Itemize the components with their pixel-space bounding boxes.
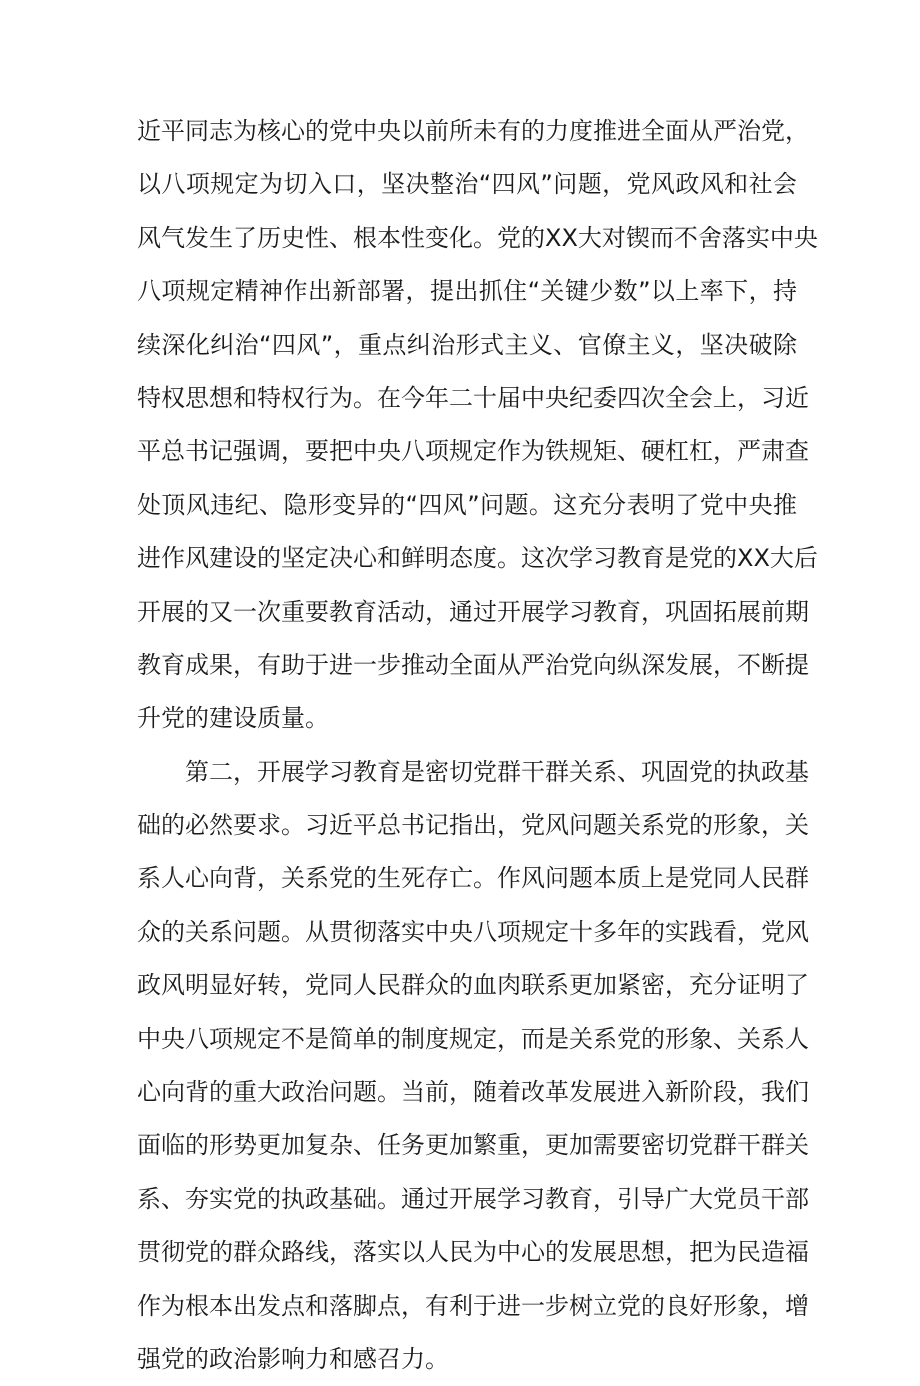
document-body [137, 105, 818, 1386]
text-line: 系、夯实党的执政基础。通过开展学习教育，引导广大党员干部 [137, 1184, 809, 1213]
text-line: 面临的形势更加复杂、任务更加繁重，更加需要密切党群干群关 [137, 1131, 809, 1160]
text-line: 八项规定精神作出新部署，提出抓住“关键少数”以上率下，持 [137, 277, 797, 306]
text-line: 风气发生了历史性、根本性变化。党的XX大对锲而不舍落实中央 [137, 223, 818, 252]
text-line: 础的必然要求。习近平总书记指出，党风问题关系党的形象，关 [137, 811, 809, 840]
paragraph-continuation [137, 105, 818, 746]
text-line: 中央八项规定不是简单的制度规定，而是关系党的形象、关系人 [137, 1024, 809, 1053]
text-line: 贯彻党的群众路线，落实以人民为中心的发展思想，把为民造福 [137, 1238, 809, 1267]
text-line-last: 升党的建设质量。 [137, 704, 329, 733]
text-line: 系人心向背，关系党的生死存亡。作风问题本质上是党同人民群 [137, 864, 809, 893]
text-line: 心向背的重大政治问题。当前，随着改革发展进入新阶段，我们 [137, 1078, 809, 1107]
text-line: 作为根本出发点和落脚点，有利于进一步树立党的良好形象，增 [137, 1291, 809, 1320]
text-line: 进作风建设的坚定决心和鲜明态度。这次学习教育是党的XX大后 [137, 544, 818, 573]
text-line-last: 强党的政治影响力和感召力。 [137, 1344, 449, 1373]
text-line: 处顶风违纪、隐形变异的“四风”问题。这充分表明了党中央推 [137, 490, 797, 519]
text-line: 开展的又一次重要教育活动，通过开展学习教育，巩固拓展前期 [137, 597, 809, 626]
text-line: 续深化纠治“四风”，重点纠治形式主义、官僚主义，坚决破除 [137, 330, 797, 359]
paragraph-point-two [137, 746, 809, 1386]
text-line: 教育成果，有助于进一步推动全面从严治党向纵深发展，不断提 [137, 650, 809, 679]
text-line: 众的关系问题。从贯彻落实中央八项规定十多年的实践看，党风 [137, 917, 809, 946]
text-line: 以八项规定为切入口，坚决整治“四风”问题，党风政风和社会 [137, 170, 797, 199]
text-line: 政风明显好转，党同人民群众的血肉联系更加紧密，充分证明了 [137, 971, 809, 1000]
text-line: 平总书记强调，要把中央八项规定作为铁规矩、硬杠杠，严肃查 [137, 437, 809, 466]
text-line-first: 第二，开展学习教育是密切党群干群关系、巩固党的执政基 [185, 757, 809, 786]
text-line: 近平同志为核心的党中央以前所未有的力度推进全面从严治党， [137, 117, 809, 145]
text-line: 特权思想和特权行为。在今年二十届中央纪委四次全会上，习近 [137, 383, 809, 412]
